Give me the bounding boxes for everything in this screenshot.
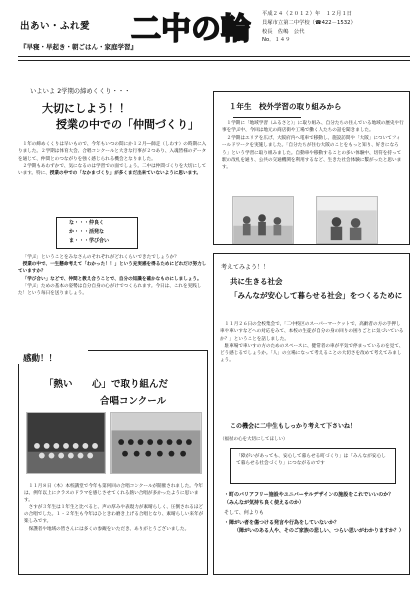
bullet-intro: そして、何よりも (224, 510, 264, 516)
masthead-logo-text: 二中の輪 (131, 12, 251, 46)
article1-body-2 (18, 254, 208, 297)
article1-headline: 大切にしよう！！ (42, 102, 130, 115)
article3-body (24, 483, 204, 533)
article1-kicker: いよいよ 2学期の締めくくり・・・ (30, 88, 131, 95)
field-trip-photo-2 (316, 196, 378, 244)
article3-paragraph: 保護者や地域の皆さんには多くの参観をいただき、ありがとうございました。 (28, 526, 190, 532)
article1-paragraph: 授業の中で、一生懸命考えて「わかった！！」という充実感を得るためにどれだけ努力していますか？ (18, 262, 207, 275)
bullet-item: ・障がい者を傷つける発言や行為をしていないか？ (224, 520, 340, 526)
chorus-photo-2 (110, 412, 202, 474)
article1-headline-2: 授業の中での「仲間づくり」 (56, 118, 199, 131)
article4-note: （福祉の心を大切にしてほしい） (220, 437, 288, 442)
field-trip-photo (232, 196, 294, 244)
nakama-poster (56, 217, 138, 249)
article1-paragraph: １年の締めくくりは早いもので、今年もいつの間にか１２月―師走（しわす）の時期に入りました。２学期は体育大会、合唱コンクールと大きな行事が２つあり、入魂皆様のデータを通じて、仲間とのつながりを強く感じられる機会となりました。 (18, 142, 207, 162)
article2-paragraph: ２学期はエリアを広げ、大阪府内へ電車で移動し、施設訪問や「大阪」についてフィールドワークを実施しました。「自分たちが住む大阪のことをもっと知り、好きになろう」という学習に取り組みました。自動車や移動することの多い体験中、切符を持って駅の改札を通り、公共の交通機関を利用するなど、生きた社会体験に繋がったと思います。 (222, 135, 402, 171)
article4-bullets (224, 491, 402, 535)
article3-paragraph: １１月８日（木）本校講堂で今年も第何回の合唱コンクールが開催されました。今年は、例年以上にクラスのドラマを感じさせてくれる熱い合唱が多かったように思います。 (24, 484, 203, 504)
masthead-subtitle: 出あい・ふれ愛 (20, 21, 91, 32)
article2-paragraph: １学期に「地域学習（ふるさと）」に取り組み、自分たちの住んでいる地域の歴史や行事を学ぶ中、今回は地元の商店街や工場で働く人たちの話を聞きました。 (222, 121, 404, 134)
masthead-logo (128, 10, 254, 46)
article4-body (220, 321, 404, 365)
school-contact: 貝塚市立第二中学校（☎422－1532） (262, 19, 356, 26)
article1-paragraph (18, 163, 208, 178)
poster-line: な・・・仲良く (69, 220, 105, 226)
principal-name: 校長 佐嶋 公代 (262, 28, 305, 35)
article1-body (18, 141, 208, 177)
article4-title: 共に生きる社会 (230, 277, 283, 286)
bullet-item: ・町のバリアフリー施設やユニバーサルデザインの施設をこれでいいのか？（みんなが気持ち良く使えるのか） (224, 492, 394, 506)
issue-number: No．１４９ (262, 37, 291, 44)
poster-line: ま・・・学び合い (69, 238, 110, 244)
article4-paragraph: 駐車場で車いすの方のためのスペースに、健常者の車が平気で停まっているのを見て、どう感じるでしょうか。「人」の立場になって考えることの大切さを改めて考えてみましょう。 (220, 343, 404, 364)
masthead-info (262, 10, 412, 45)
article4-quote-box: 「障がいがあっても、安心して暮らせる町づくり」は「みんなが安心して暮らせる社会づくり」につながるのです (230, 448, 396, 484)
article3-title: 「熱い (44, 379, 73, 390)
article1-paragraph: 「学ぶ」ための基本の姿勢は自分自身の心がけでつくられます。今日は、これを実践した！という毎日を送りましょう。 (18, 283, 202, 297)
article3-title-3: 合唱コンクール (100, 396, 167, 407)
issue-date: 平成２４（２０１２）年 １２月１日 (262, 11, 353, 17)
article2-title: １年生 校外学習の取り組みから (229, 101, 409, 121)
article1-text: ２学期もあわずかで、気になるのは学習での面でしょう。二中は仲間づくりを大切にしています。特に、 (18, 163, 207, 177)
article1-paragraph: 「学び合い」などで、仲間と教え合うことで、自分の知識を確かなものにしましょう。 (22, 276, 202, 282)
masthead-rule (18, 56, 410, 57)
article3-paragraph: さすが３年生は１年生と比べると、声の厚みや表現力が素晴らしく、圧倒されるほどの合唱でした。１・２年生も今年はひときわ磨き上げる合唱となり、素晴らしい来年が楽しみです。 (24, 505, 204, 525)
article3-title-2: 心」で取り組んだ (92, 379, 169, 390)
article4-kicker: 考えてみよう！！ (221, 264, 270, 271)
masthead-slogan: 『早寝・早起き・朝ごはん・家庭学習』 (20, 43, 137, 51)
poster-line: か・・・活発な (69, 229, 105, 235)
article4-call-to-action: この機会に二中生もしっかり考えて下さいね！ (230, 423, 357, 430)
article1-emphasis: 授業の中での「なかまづくり」が多くまだ出来ていないように思います。 (49, 171, 202, 177)
chorus-photo (26, 412, 106, 474)
article1-paragraph: 「学ぶ」ということをみなさんのそれぞれがどれくらいできたでしょうか？ (22, 255, 179, 260)
article2-body (222, 120, 404, 172)
bullet-sub: （障がいのある人や、そのご家族の悲しい、つらい思いがわかりますか？） (234, 528, 404, 534)
article3-banner: 感動！！ (18, 350, 88, 364)
article4-title-2: 「みんなが安心して暮らせる社会」をつくるために (230, 291, 403, 300)
article4-paragraph: １１月２６日の全校集会で、「二中校区のスーパーマーケットで、高齢者の方の手押し車や車いすなどへの対応をみて、本校の生徒が自分の身の回りの困りごとに気づいているか？」ということを話しました。 (220, 322, 404, 342)
masthead-rule-2 (18, 60, 410, 61)
